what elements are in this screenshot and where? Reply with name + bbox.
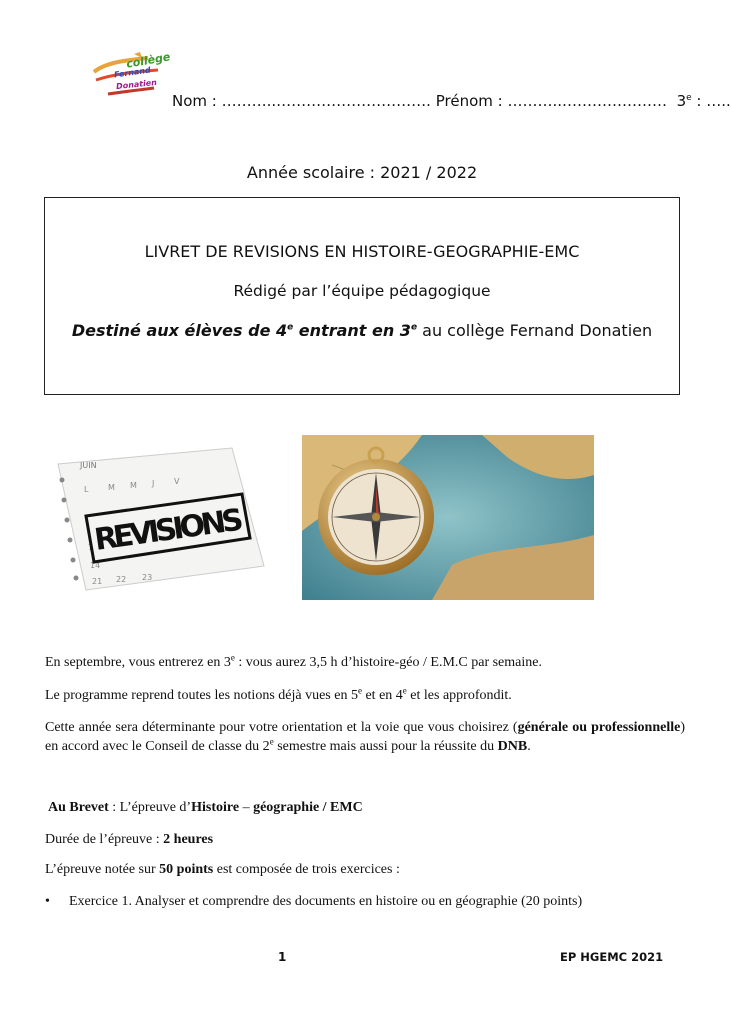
p2-text-c: et les approfondit. (406, 688, 512, 703)
epreuve-bold: 50 points (159, 862, 214, 877)
booklet-audience (45, 321, 679, 340)
calendar-num-2: 14 (90, 561, 101, 570)
p2-text-b: et en 4 (361, 688, 403, 703)
logo-line2: Fernand (113, 65, 152, 80)
prenom-label: Prénom : (435, 92, 503, 110)
classe-sup: e (686, 93, 692, 103)
revisions-stamp: REVISIONS (92, 502, 246, 558)
p3-text-a: Cette année sera déterminante pour votre orientation et la voie que vous choisirez ( (45, 720, 518, 735)
brevet-bold-1: Au Brevet (48, 800, 109, 815)
paragraph-orientation (45, 718, 685, 756)
calendar-num-5: 23 (142, 573, 153, 582)
audience-bold-2: entrant en 3 (293, 321, 411, 340)
paragraph-programme (45, 686, 685, 705)
calendar-month: JUIN (80, 461, 97, 470)
exercise-1-item (45, 894, 582, 910)
p2-sup-1: e (357, 685, 362, 696)
brevet-text-a: : L’épreuve d’ (108, 800, 192, 815)
brevet-bold-3: géographie / EMC (253, 800, 363, 815)
compass-map-photo (302, 435, 594, 600)
p3-text-d: . (527, 739, 531, 754)
audience-rest: au collège Fernand Donatien (417, 321, 653, 340)
booklet-title: LIVRET DE REVISIONS EN HISTOIRE-GEOGRAPHIE-EMC (144, 242, 580, 261)
prenom-field[interactable]: ………..………………… (507, 92, 668, 110)
duree-bold: 2 heures (163, 832, 214, 847)
paragraph-september (45, 653, 685, 672)
bullet-icon: • (45, 894, 50, 909)
classe-label: 3 (676, 92, 687, 110)
exercise-1-text: Exercice 1. Analyser et comprendre des documents en histoire ou en géographie (20 points) (69, 894, 583, 909)
p3-bold-1: générale ou professionnelle (517, 720, 681, 735)
college-logo (88, 50, 172, 110)
duree-text: Durée de l’épreuve : (45, 832, 164, 847)
calendar-day-3: M (130, 481, 137, 490)
p1-sup: e (230, 652, 235, 663)
compass-graphic (302, 435, 594, 600)
brevet-heading (48, 800, 363, 816)
p2-sup-2: e (402, 685, 407, 696)
calendar-day-1: L (84, 485, 89, 494)
title-box (44, 197, 680, 395)
epreuve-text-b: est composée de trois exercices : (213, 862, 400, 877)
page-number: 1 (278, 950, 287, 964)
calendar-day-4: J (152, 479, 155, 488)
student-info-line (172, 92, 731, 110)
footer-code: EP HGEMC 2021 (560, 950, 664, 964)
audience-bold-1: Destiné aux élèves de 4 (71, 321, 288, 340)
exam-points (45, 862, 400, 878)
p1-text-a: En septembre, vous entrerez en 3 (45, 655, 231, 670)
epreuve-text-a: L’épreuve notée sur (45, 862, 160, 877)
brevet-bold-2: Histoire (191, 800, 240, 815)
p1-text-b: : vous aurez 3,5 h d’histoire-géo / E.M.C par semaine. (234, 655, 542, 670)
calendar-num-3: 21 (92, 577, 103, 586)
calendar-num-1: 7 (88, 543, 94, 552)
p3-text-b: ) en accord avec le Conseil de classe du 2 (45, 720, 685, 754)
calendar-day-2: M (108, 483, 115, 492)
brevet-text-b: – (239, 800, 254, 815)
exam-duration (45, 832, 213, 848)
calendar-graphic (50, 446, 270, 592)
audience-sup-1: e (287, 322, 294, 333)
p3-bold-2: DNB (497, 739, 528, 754)
p2-text-a: Le programme reprend toutes les notions déjà vues en 5 (45, 688, 358, 703)
logo-line3: Donatien (115, 77, 158, 92)
p3-text-c: semestre mais aussi pour la réussite du (273, 739, 498, 754)
booklet-author: Rédigé par l’équipe pédagogique (233, 282, 491, 300)
school-year: Année scolaire : 2021 / 2022 (246, 163, 478, 182)
nom-label: Nom : (172, 92, 217, 110)
calendar-num-4: 22 (116, 575, 127, 584)
audience-sup-2: e (410, 322, 418, 333)
calendar-day-5: V (174, 477, 180, 486)
classe-field[interactable]: : ….. (691, 92, 731, 110)
p3-sup: e (269, 736, 274, 747)
nom-field[interactable]: ………..…………………………. (221, 92, 431, 110)
logo-line1: collège (125, 50, 172, 71)
revisions-calendar-image (50, 446, 270, 592)
